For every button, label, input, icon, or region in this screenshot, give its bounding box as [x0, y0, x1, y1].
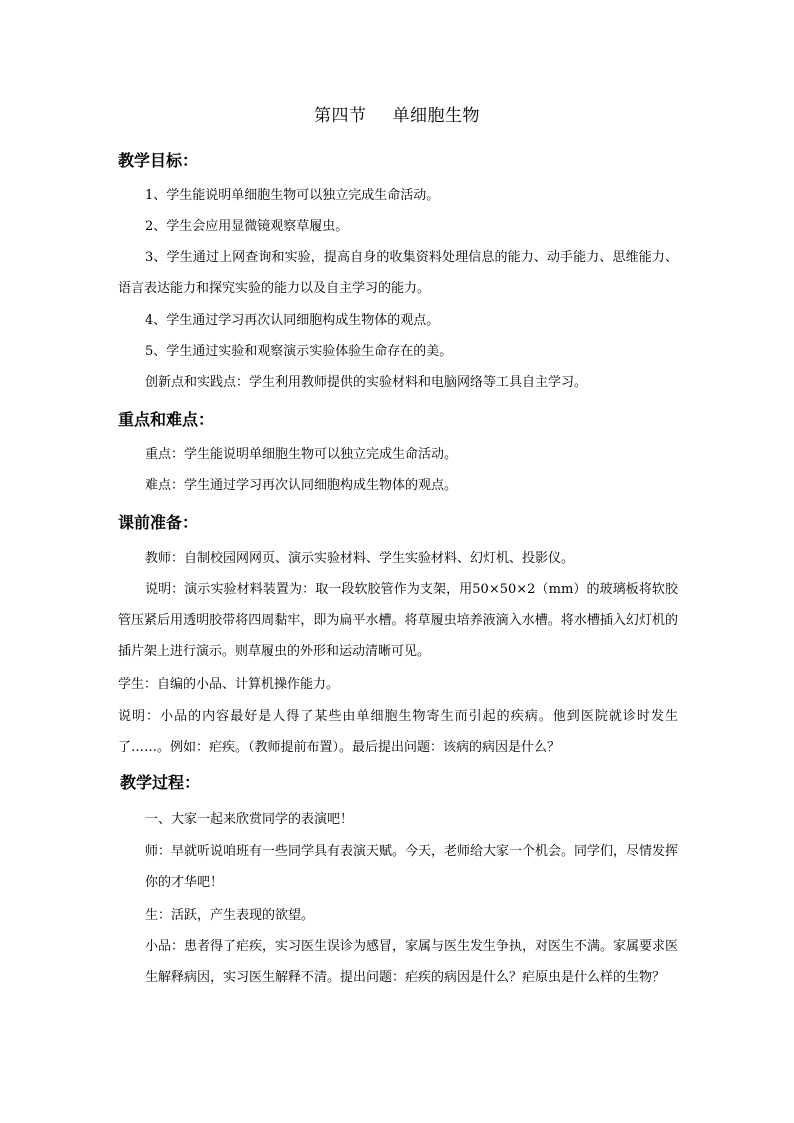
preparation-heading: 课前准备：: [118, 513, 199, 532]
process-step: 一、大家一起来欣赏同学的表演吧！: [145, 812, 354, 827]
skit-description: 小品：患者得了疟疾，实习医生误诊为感冒，家属与医生发生争执，对医生不满。家属要求医生解释病因，实习医生解释不清。提出问题：疟疾的病因是什么？疟原虫是什么样的生物？: [145, 939, 679, 985]
difficulty-point: 难点：学生通过学习再次认同细胞构成生物体的观点。: [145, 478, 458, 493]
objective-item: 3、学生通过上网查询和实验，提高自身的收集资料处理信息的能力、动手能力、思维能力、语言表达能力和探究实验的能力以及自主学习的能力。: [118, 250, 678, 296]
innovation-note: 创新点和实践点：学生利用教师提供的实验材料和电脑网络等工具自主学习。: [145, 375, 588, 390]
skit-note: 说明：小品的内容最好是人得了某些由单细胞生物寄生而引起的疾病。他到医院就诊时发生了……。例如：疟疾。（教师提前布置）。最后提出问题：该病的病因是什么？: [118, 709, 678, 755]
objective-item: 4、学生通过学习再次认同细胞构成生物体的观点。: [145, 313, 440, 328]
title-section-number: 第四节: [314, 106, 367, 126]
teacher-preparation: 教师：自制校园网网页、演示实验材料、学生实验材料、幻灯机、投影仪。: [145, 551, 575, 566]
objectives-heading: 教学目标：: [118, 151, 199, 170]
teacher-line: 师：早就听说咱班有一些同学具有表演天赋。今天，老师给大家一个机会。同学们，尽情发挥你的才华吧！: [145, 844, 679, 890]
page-title: [0, 104, 794, 128]
objective-item: 5、学生通过实验和观察演示实验体验生命存在的美。: [145, 344, 453, 359]
title-topic: 单细胞生物: [392, 106, 480, 126]
student-line: 生：活跃，产生表现的欲望。: [145, 908, 315, 923]
objective-item: 1、学生能说明单细胞生物可以独立完成生命活动。: [145, 188, 440, 203]
demo-setup-note: 说明：演示实验材料装置为：取一段软胶管作为支架，用50×50×2（mm）的玻璃板将软胶管压紧后用透明胶带将四周黏牢，即为扁平水槽。将草履虫培养液滴入水槽。将水槽插入幻灯机的插片架上进行演示。则草履虫的外形和运动清晰可见。: [118, 582, 678, 659]
key-points-heading: 重点和难点：: [118, 410, 215, 429]
focus-point: 重点：学生能说明单细胞生物可以独立完成生命活动。: [145, 447, 458, 462]
objective-item: 2、学生会应用显微镜观察草履虫。: [145, 219, 349, 234]
student-preparation: 学生：自编的小品、计算机操作能力。: [118, 677, 340, 692]
process-heading: 教学过程：: [120, 773, 201, 792]
